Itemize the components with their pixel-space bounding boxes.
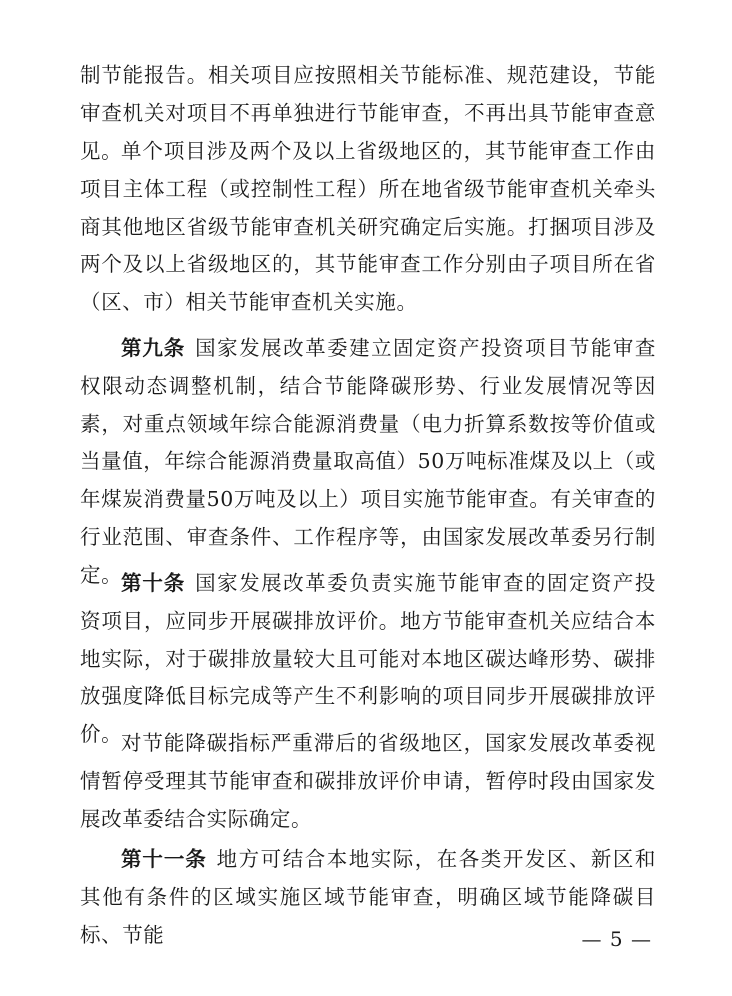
article-11 bbox=[80, 841, 656, 954]
paragraph-text: 对节能降碳指标严重滞后的省级地区，国家发展改革委视情暂停受理其节能审查和碳排放评价申请，暂停时段由国家发展改革委结合实际确定。 bbox=[80, 731, 656, 831]
article-label: 第十一条 bbox=[121, 847, 207, 871]
article-9 bbox=[80, 330, 656, 595]
paragraph-text: 国家发展改革委建立固定资产投资项目节能审查权限动态调整机制，结合节能降碳形势、行业发展情况等因素，对重点领域年综合能源消费量（电力折算系数按等价值或当量值，年综合能源消费量取高值）50万吨标准煤及以上（或年煤炭消费量50万吨及以上）项目实施节能审查。有关审查的行业范围、审查条件、工作程序等，由国家发展改革委另行制定。 bbox=[80, 336, 657, 587]
paragraph-cross-province bbox=[80, 133, 656, 322]
paragraph-suspension bbox=[80, 725, 656, 838]
paragraph-text: 地方可结合本地实际，在各类开发区、新区和其他有条件的区域实施区域节能审查，明确区域节能降碳目标、节能 bbox=[80, 847, 657, 947]
paragraph-text: 制节能报告。相关项目应按照相关节能标准、规范建设，节能审查机关对项目不再单独进行节能审查，不再出具节能审查意见。 bbox=[80, 63, 656, 163]
paragraph-text: 单个项目涉及两个及以上省级地区的，其节能审查工作由项目主体工程（或控制性工程）所在地省级节能审查机关牵头商其他地区省级节能审查机关研究确定后实施。打捆项目涉及两个及以上省级地区的，其节能审查工作分别由子项目所在省（区、市）相关节能审查机关实施。 bbox=[80, 139, 656, 315]
article-label: 第九条 bbox=[121, 336, 186, 360]
article-label: 第十条 bbox=[121, 571, 186, 595]
paragraph-text: 国家发展改革委负责实施节能审查的固定资产投资项目，应同步开展碳排放评价。地方节能审查机关应结合本地实际，对于碳排放量较大且可能对本地区碳达峰形势、碳排放强度降低目标完成等产生不利影响的项目同步开展碳排放评价。 bbox=[80, 571, 657, 747]
page-number: — 5 — bbox=[581, 927, 652, 951]
